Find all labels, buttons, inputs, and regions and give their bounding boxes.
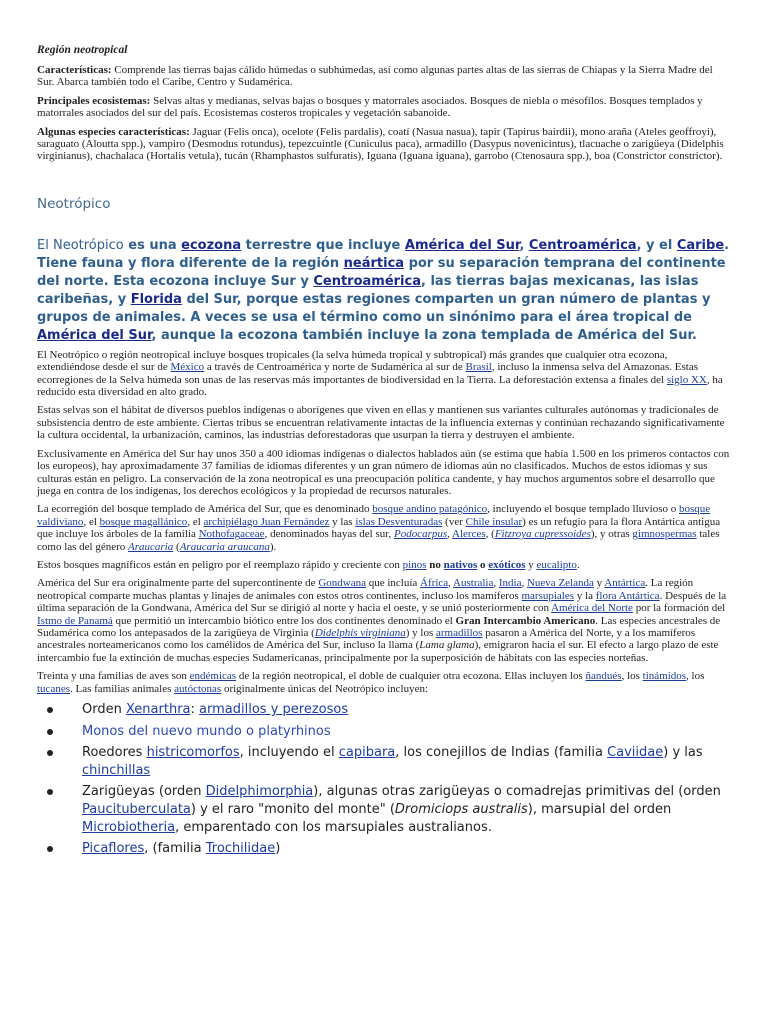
link-mexico[interactable]: México — [170, 361, 205, 374]
link-centroamerica[interactable]: Centroamérica — [528, 237, 637, 253]
link-centroamerica-2[interactable]: Centroamérica — [313, 273, 421, 289]
link-eucalipto[interactable]: eucalipto — [536, 558, 577, 571]
link-exoticos[interactable]: exóticos — [488, 558, 526, 571]
list-text: : — [190, 702, 200, 717]
paragraph-text: no — [426, 558, 444, 571]
lead-text: Neotrópico — [52, 237, 124, 253]
link-pinos[interactable]: pinos — [402, 558, 427, 571]
link-autoctonas[interactable]: autóctonas — [174, 682, 222, 695]
paragraph-text: . Las familias animales — [69, 682, 175, 695]
link-chinchillas[interactable]: chinchillas — [82, 762, 151, 778]
bullet-icon — [47, 789, 53, 795]
link-araucaria[interactable]: Araucaria — [128, 540, 174, 553]
list-text: , incluyendo el — [239, 745, 339, 761]
list-item — [47, 783, 732, 836]
link-america-del-sur[interactable]: América del Sur — [404, 237, 520, 253]
link-nueva-zelanda[interactable]: Nueva Zelanda — [526, 577, 594, 590]
paragraph-text: ), y otras — [590, 528, 633, 541]
link-neartica[interactable]: neártica — [343, 255, 405, 271]
link-archipielago[interactable]: archipiélago Juan Fernández — [203, 515, 330, 528]
list-text: ) — [275, 841, 281, 857]
paragraph-text: y la — [574, 589, 596, 602]
paragraph-text: , incluyendo el bosque templado lluvioso o — [487, 503, 680, 516]
ecosistemas-label: Principales ecosistemas: — [37, 94, 151, 107]
list-text: Zarigüeyas (orden — [82, 784, 206, 800]
paragraph-gondwana — [37, 577, 732, 664]
paragraph-text: El Neotrópico o región neotropical incluye bosques tropicales (la selva húmeda tropical y subtropical) más grandes que cualquier otra ecozona, extendiéndose desde el sur de — [37, 348, 668, 374]
link-armadillos-perezosos[interactable]: armadillos y perezosos — [199, 702, 349, 717]
paragraph-text: originalmente únicas del Neotrópico incluyen: — [221, 682, 429, 695]
paragraph-selvas — [37, 349, 732, 399]
link-australia[interactable]: Australia — [453, 577, 494, 590]
link-microbiotheria[interactable]: Microbiotheria — [82, 819, 176, 835]
paragraph-text: , los — [621, 670, 643, 683]
link-araucaria-araucana[interactable]: Araucaria araucana — [179, 540, 270, 553]
paragraph-text: y — [525, 558, 537, 571]
paragraph-text: (ver — [442, 515, 466, 528]
paragraph-text: ), emigraron hacia el sur. El efecto a largo plazo de este intercambio fue la extinción de muchas especies Sudamericanas, principalmente por la superposición de hábitats con las especies norteñas. — [37, 639, 719, 664]
paragraph-text: ). — [269, 540, 277, 553]
link-paucituberculata[interactable]: Paucituberculata — [82, 801, 191, 817]
bullet-icon — [47, 750, 53, 756]
link-bosque-valdiviano[interactable]: bosque valdiviano — [37, 503, 711, 528]
paragraph-text: , — [493, 577, 499, 590]
link-fitzroya[interactable]: Fitzroya cupressoides — [494, 528, 591, 541]
lead-text: , las tierras bajas mexicanas, las islas caribeñas, y — [37, 273, 699, 307]
document-page — [37, 38, 732, 862]
paragraph-text: . Después de la última separación de la Gondwana, América del Sur se dirigió al norte y hacia el oeste, y se unió posteriormente con — [37, 589, 727, 615]
link-tucanes[interactable]: tucanes — [37, 682, 70, 695]
lead-text: . Tiene fauna y flora diferente de la región — [37, 237, 730, 271]
paragraph-text: América del Sur era originalmente parte del supercontinente de — [37, 577, 319, 590]
list-text: ), marsupial del orden — [527, 801, 672, 817]
paragraph-text: , ( — [485, 528, 495, 541]
link-tinamidos[interactable]: tinámidos — [642, 670, 687, 683]
paragraph-idiomas: Exclusivamente en América del Sur hay unos 350 a 400 idiomas indígenas o dialectos hablados aún (se estima que había 1.500 en los primeros contactos con los europeos), hay aproximadamente 37 familias de idiomas diferentes y un gran número de idiomas aún no clasificados. Muchos de estos idiomas y sus culturas están en peligro. La conservación de la zona neotropical es una preocupación política candente, y hay muchos argumentos sobre el desarrollo que juega en contra de los indígenas, los derechos ecológicos y la propiedad de recursos naturales. — [37, 447, 730, 497]
paragraph-text: , el — [187, 515, 204, 528]
link-india[interactable]: India — [498, 577, 522, 590]
lead-text: , y el — [636, 237, 677, 253]
link-florida[interactable]: Florida — [130, 291, 182, 307]
link-marsupiales[interactable]: marsupiales — [521, 589, 575, 602]
especies-text: Jaguar (Felis onca), ocelote (Felis pardalis), coatí (Nasua nasua), tapir (Tapirus bairdii), mono araña (Ateles geoffroyi), saraguato (Aloutta spp.), vampiro (Desmodus rotundus), tepezcuintle (Cuniculus paca), armadillo (Dasypus novenicintus), tlacuache o zarigüeya (Didelphis virginianus), chachalaca (Hortalis vetula), tucán (Rhamphastos sulfuratis), Iguana (Iguana iguana), garrobo (Ctenosaura spp.), boa (Constrictor constrictor). — [37, 125, 724, 163]
link-didelphimorphia[interactable]: Didelphimorphia — [205, 784, 314, 800]
link-bosque-andino[interactable]: bosque andino patagónico — [372, 503, 488, 516]
link-africa[interactable]: África — [420, 577, 449, 590]
paragraph-text: , ha reducido esta diversidad en alto grado. — [37, 373, 723, 399]
link-islas-desventuradas[interactable]: islas Desventuradas — [355, 515, 443, 528]
link-podocarpus[interactable]: Podocarpus — [393, 528, 448, 541]
link-picaflores[interactable]: Picaflores — [82, 841, 145, 857]
lead-paragraph — [37, 237, 732, 345]
list-text: ) y las — [663, 745, 703, 761]
link-brasil[interactable]: Brasil — [465, 361, 492, 374]
paragraph-text: Treinta y una familias de aves son — [37, 670, 190, 683]
especies-label: Algunas especies características: — [37, 125, 190, 138]
link-caviidae[interactable]: Caviidae — [607, 745, 664, 761]
paragraph-text: ) es un refugio para la flora Antártica antigua que incluye los árboles de la familia — [37, 515, 721, 541]
bullet-icon — [47, 846, 53, 852]
bullet-icon — [47, 729, 53, 735]
link-flora-antartica[interactable]: flora Antártica — [595, 589, 660, 602]
paragraph-bosque-templado — [37, 503, 732, 553]
list-item — [47, 744, 732, 779]
especies-paragraph — [37, 126, 732, 163]
link-capibara[interactable]: capibara — [338, 745, 396, 761]
lead-text: , aunque la ecozona también incluye la zona templada de América del Sur. — [151, 327, 697, 343]
region-title: Región neotropical — [37, 44, 128, 56]
bullet-icon — [47, 707, 53, 713]
lead-text: del Sur, porque estas regiones comparten un gran número de plantas y grupos de animales. A veces se usa el término como un sinónimo para el área tropical de — [37, 291, 711, 325]
lead-text: por su separación temprana del continente del norte. Esta ecozona incluye Sur y — [37, 255, 726, 289]
fauna-list — [37, 701, 732, 858]
paragraph-text: y las — [329, 515, 356, 528]
list-item — [47, 840, 732, 858]
caracteristicas-label: Características: — [37, 64, 112, 76]
link-siglo-xx[interactable]: siglo XX — [666, 373, 707, 386]
lead-text: , — [519, 237, 529, 253]
paragraph-text: , — [448, 577, 454, 590]
link-caribe[interactable]: Caribe — [676, 237, 725, 253]
paragraph-text: , el — [83, 515, 100, 528]
link-bosque-magallanico[interactable]: bosque magallánico — [99, 515, 188, 528]
link-nandues[interactable]: ñandués — [585, 670, 622, 683]
link-ecozona[interactable]: ecozona — [181, 237, 242, 253]
list-item — [47, 723, 732, 741]
paragraph-text: que incluía — [365, 577, 421, 590]
link-antartica[interactable]: Antártica — [604, 577, 646, 590]
paragraph-pueblos: Estas selvas son el hábitat de diversos pueblos indígenas o aborígenes que viven en ellas y mantienen sus variantes culturales autónomas y tradicionales de subsistencia dentro de este ambiente. Ciertas tribus se encuentran relativamente intactas de la influencia externas y continúan rechazando significativamente la cultura occidental, la urbanización, caminos, las industrias deforestadoras que usurpan la tierra y destruyen el ambiente. — [37, 404, 725, 442]
link-gimnospermas[interactable]: gimnospermas — [632, 528, 697, 541]
paragraph-text: que permitió un intercambio biótico entre los dos continentes denominado el — [112, 614, 456, 627]
list-text: , los conejillos de Indias (familia — [395, 745, 608, 761]
link-histricomorfos[interactable]: histricomorfos — [146, 745, 240, 761]
list-text: Monos del nuevo mundo o platyrhinos — [82, 723, 331, 739]
paragraph-text: ( — [173, 540, 180, 553]
link-alerces[interactable]: Alerces — [452, 528, 486, 541]
paragraph-bosques-peligro — [37, 559, 732, 571]
paragraph-text: . La región neotropical comparte muchas plantas y linajes de animales con estos otros continentes, incluso los mamíferos — [37, 577, 694, 602]
link-nativos[interactable]: nativos — [443, 558, 478, 571]
paragraph-text: ) y los — [405, 626, 437, 639]
list-text: ), algunas otras zarigüeyas o comadrejas primitivas del (orden — [313, 784, 721, 800]
paragraph-text: . Las especies ancestrales de Sudamérica como los antepasados de la zarigüeya de Virginia ( — [37, 614, 721, 639]
paragraph-aves — [37, 670, 732, 695]
list-text: Roedores — [82, 745, 147, 761]
link-chile-insular[interactable]: Chile insular — [465, 515, 523, 528]
paragraph-text: a través de Centroamérica y norte de Sudamérica al sur de — [204, 361, 466, 374]
paragraph-text: Gran Intercambio Americano — [455, 614, 596, 627]
list-text: Orden — [82, 702, 126, 717]
link-nothofagaceae[interactable]: Nothofagaceae — [198, 528, 265, 541]
caracteristicas-text: Comprende las tierras bajas cálido húmedas o subhúmedas, así como algunas partes altas de las sierras de Chiapas y la Sierra Madre del Sur. Abarca también todo el Caribe, Centro y Sudamérica. — [37, 64, 713, 89]
list-item — [47, 701, 732, 719]
paragraph-text: tales como las del género — [37, 528, 720, 553]
link-endemicas[interactable]: endémicas — [189, 670, 237, 683]
link-didelphis[interactable]: Didelphis virginiana — [314, 626, 406, 639]
link-istmo-panama[interactable]: Istmo de Panamá — [37, 614, 113, 627]
paragraph-text: de la región neotropical, el doble de cualquier otra ecozona. Ellas incluyen los — [236, 670, 586, 683]
paragraph-text: , denominados hayas del sur, — [264, 528, 394, 541]
paragraph-text: o — [477, 558, 489, 571]
paragraph-text: por la formación del — [632, 602, 726, 615]
paragraph-text: pasaron a América del Norte, y a los mamíferos ancestrales norteamericanos como los camélidos de América del Sur, incluso la llama ( — [37, 626, 696, 652]
list-text: , emparentado con los marsupiales australianos. — [175, 819, 492, 835]
link-gondwana[interactable]: Gondwana — [318, 577, 366, 590]
link-trochilidae[interactable]: Trochilidae — [205, 841, 276, 857]
caracteristicas-paragraph — [37, 64, 732, 89]
paragraph-text: Estos bosques magníficos están en peligro por el reemplazo rápido y creciente con — [37, 558, 403, 571]
lead-text: es una — [123, 237, 182, 253]
list-text: ) y el raro "monito del monte" ( — [190, 801, 395, 817]
paragraph-text: y — [593, 577, 605, 590]
paragraph-text: , — [447, 528, 453, 541]
link-america-del-norte[interactable]: América del Norte — [551, 602, 633, 615]
ecosistemas-text: Selvas altas y medianas, selvas bajas o bosques y matorrales asociados. Bosques de niebla o mésofilos. Bosques templados y matorrales asociados del sur del país. Ecosistemas costeros tropicales y vegetación sabanoide. — [37, 94, 703, 120]
paragraph-text: , los — [686, 670, 705, 683]
list-text: , (familia — [144, 841, 206, 857]
neotropico-heading: Neotrópico — [37, 195, 111, 212]
paragraph-text: Lama glama — [419, 639, 475, 652]
link-america-del-sur-2[interactable]: América del Sur — [37, 327, 152, 343]
paragraph-text: La ecorregión del bosque templado de América del Sur, que es denominado — [37, 503, 373, 516]
ecosistemas-paragraph — [37, 95, 732, 120]
lead-text: terrestre que incluye — [241, 237, 405, 253]
lead-text: El — [37, 237, 53, 253]
list-text: Dromiciops australis — [394, 801, 528, 817]
paragraph-text: . — [576, 558, 580, 571]
paragraph-text: , incluso la inmensa selva del Amazonas. Estas ecorregiones de la Selva húmeda son unas de las reservas más importantes de biodiversidad en la Tierra. La deforestación extensa a finales del — [37, 361, 699, 386]
link-armadillos[interactable]: armadillos — [436, 626, 483, 639]
paragraph-text: , — [521, 577, 527, 590]
link-xenarthra[interactable]: Xenarthra — [125, 702, 191, 717]
